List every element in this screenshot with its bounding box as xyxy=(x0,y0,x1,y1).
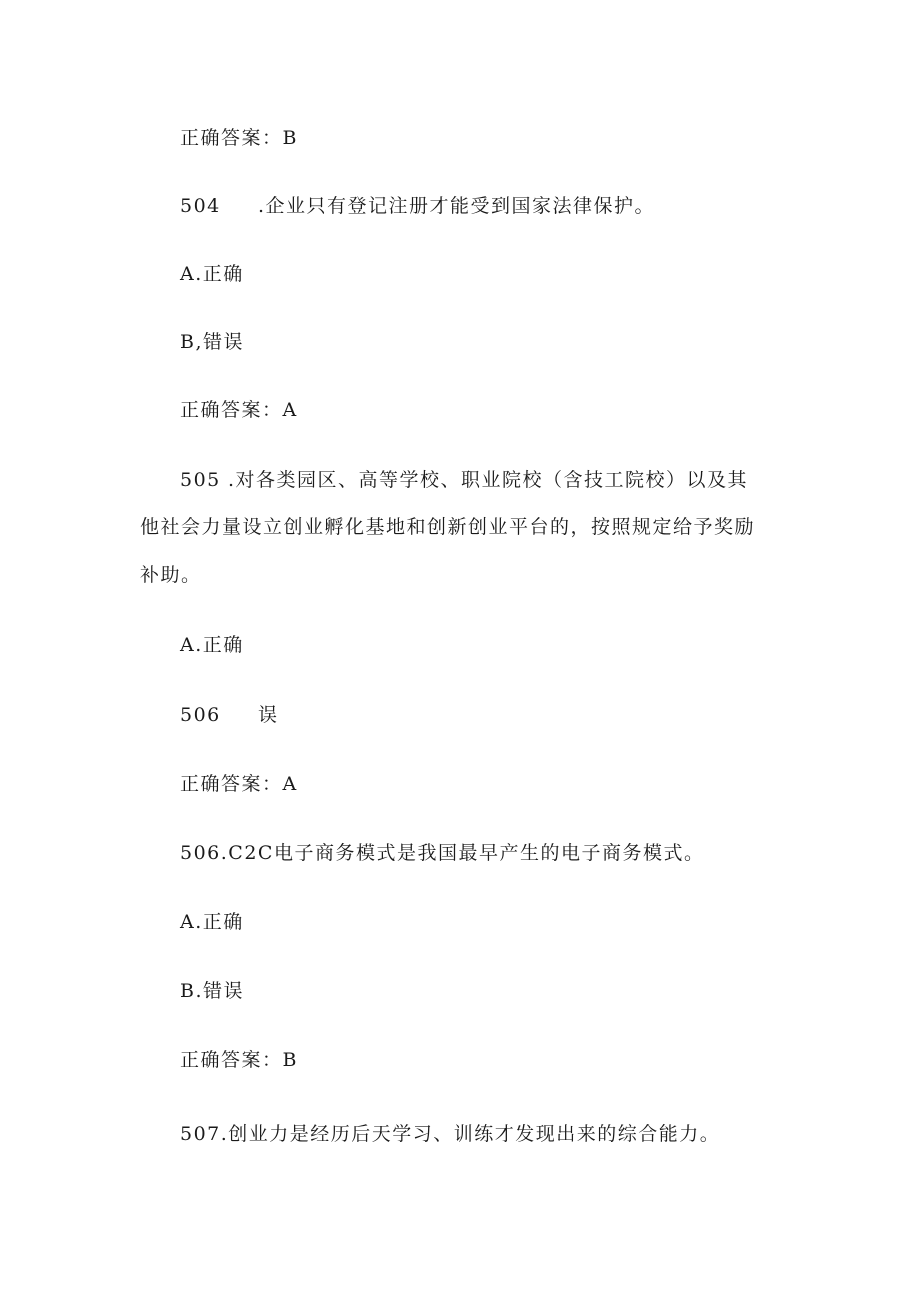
option-a-506: A.正确 xyxy=(180,911,244,933)
stray-number: 506 xyxy=(180,704,221,726)
option-b-505 xyxy=(180,703,279,727)
answer-506: 正确答案：B xyxy=(180,1049,298,1071)
question-text: .对各类园区、高等学校、职业院校（含技工院校）以及其 xyxy=(228,469,749,491)
question-507: 507.创业力是经历后天学习、训练才发现出来的综合能力。 xyxy=(180,1123,721,1145)
option-a-504: A.正确 xyxy=(180,263,244,285)
question-504 xyxy=(180,194,655,218)
question-506: 506.C2C电子商务模式是我国最早产生的电子商务模式。 xyxy=(180,842,705,864)
option-b-506: B.错误 xyxy=(180,980,245,1002)
option-b-504: B,错误 xyxy=(180,331,245,353)
question-505-line2: 他社会力量设立创业孵化基地和创新创业平台的，按照规定给予奖励 xyxy=(140,516,756,538)
option-a-505: A.正确 xyxy=(180,634,244,656)
answer-504: 正确答案：A xyxy=(180,399,298,421)
question-number: 505 xyxy=(180,469,221,491)
question-505-line3: 补助。 xyxy=(140,564,202,586)
answer-503: 正确答案：B xyxy=(180,127,298,149)
answer-505: 正确答案：A xyxy=(180,773,298,795)
question-text: .企业只有登记注册才能受到国家法律保护。 xyxy=(258,195,656,217)
question-number: 504 xyxy=(180,195,221,217)
question-505-line1 xyxy=(180,468,748,492)
option-text: 误 xyxy=(258,704,279,726)
